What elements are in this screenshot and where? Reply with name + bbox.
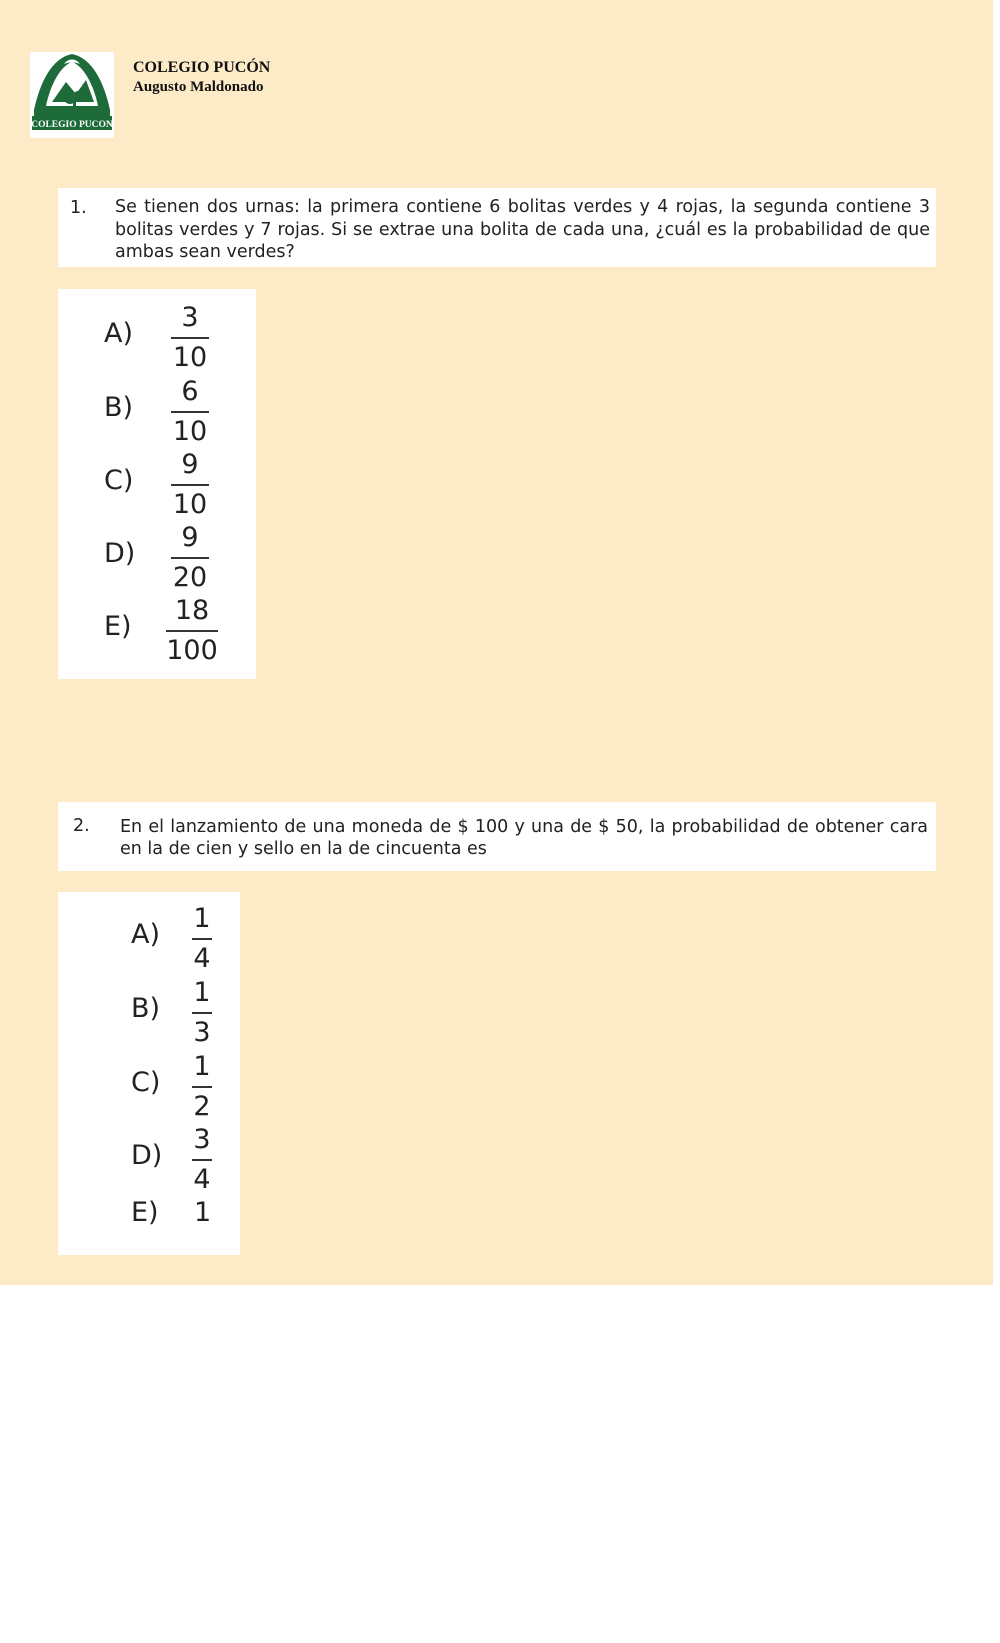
denominator: 20 <box>172 562 208 593</box>
numerator: 9 <box>181 522 199 553</box>
option-fraction <box>192 976 212 1050</box>
option-fraction <box>192 902 212 976</box>
option-e <box>58 596 256 670</box>
fraction-bar <box>192 938 212 940</box>
denominator: 4 <box>193 943 211 974</box>
option-a <box>58 904 240 978</box>
option-fraction <box>171 521 209 595</box>
numerator: 1 <box>193 1051 211 1082</box>
numerator: 1 <box>193 903 211 934</box>
option-letter: D) <box>131 1140 163 1171</box>
option-letter: C) <box>131 1067 161 1098</box>
question-number: 1. <box>70 198 87 218</box>
option-d <box>58 1125 240 1199</box>
denominator: 100 <box>166 635 218 666</box>
question-text: En el lanzamiento de una moneda de $ 100 y una de $ 50, la probabilidad de obtener cara en la de cien y sello en la de cincuenta es <box>120 817 928 859</box>
denominator: 3 <box>193 1017 211 1048</box>
option-fraction <box>192 1050 212 1124</box>
fraction-bar <box>192 1159 212 1161</box>
numerator: 1 <box>193 977 211 1008</box>
school-header <box>133 58 270 97</box>
numerator: 18 <box>174 595 210 626</box>
fraction-bar <box>171 411 209 413</box>
denominator: 4 <box>193 1164 211 1195</box>
option-letter: A) <box>131 919 161 950</box>
school-name: COLEGIO PUCÓN <box>133 59 271 76</box>
fraction-bar <box>171 337 209 339</box>
option-fraction <box>166 594 218 668</box>
question-1 <box>58 188 936 267</box>
option-value: 1 <box>194 1197 212 1228</box>
option-letter: D) <box>104 538 136 569</box>
option-e <box>58 1198 240 1272</box>
question-2-options <box>58 892 240 1255</box>
question-1-options <box>58 289 256 679</box>
denominator: 10 <box>172 342 208 373</box>
fraction-bar <box>171 557 209 559</box>
option-c <box>58 1052 240 1126</box>
denominator: 10 <box>172 416 208 447</box>
option-letter: E) <box>104 611 132 642</box>
option-letter: B) <box>104 392 134 423</box>
option-letter: C) <box>104 465 134 496</box>
author-name: Augusto Maldonado <box>133 79 264 95</box>
option-a <box>58 303 256 377</box>
option-fraction <box>171 448 209 522</box>
option-fraction <box>192 1123 212 1197</box>
numerator: 3 <box>193 1124 211 1155</box>
option-fraction <box>171 375 209 449</box>
fraction-bar <box>192 1012 212 1014</box>
question-text: Se tienen dos urnas: la primera contiene 6 bolitas verdes y 4 rojas, la segunda contiene 3 bolitas verdes y 7 rojas. Si se extrae una bolita de cada una, ¿cuál es la probabilidad de que ambas sean verdes? <box>115 197 930 262</box>
option-fraction <box>171 301 209 375</box>
option-letter: B) <box>131 993 161 1024</box>
option-b <box>58 978 240 1052</box>
question-number: 2. <box>73 816 90 836</box>
option-letter: E) <box>131 1197 159 1228</box>
denominator: 2 <box>193 1091 211 1122</box>
fraction-bar <box>166 630 218 632</box>
question-2 <box>58 802 936 871</box>
numerator: 6 <box>181 376 199 407</box>
option-letter: A) <box>104 318 134 349</box>
numerator: 3 <box>181 302 199 333</box>
option-b <box>58 377 256 451</box>
option-c <box>58 450 256 524</box>
logo-text: COLEGIO PUCON <box>31 120 113 130</box>
numerator: 9 <box>181 449 199 480</box>
school-logo <box>30 52 114 138</box>
fraction-bar <box>171 484 209 486</box>
option-d <box>58 523 256 597</box>
fraction-bar <box>192 1086 212 1088</box>
denominator: 10 <box>172 489 208 520</box>
